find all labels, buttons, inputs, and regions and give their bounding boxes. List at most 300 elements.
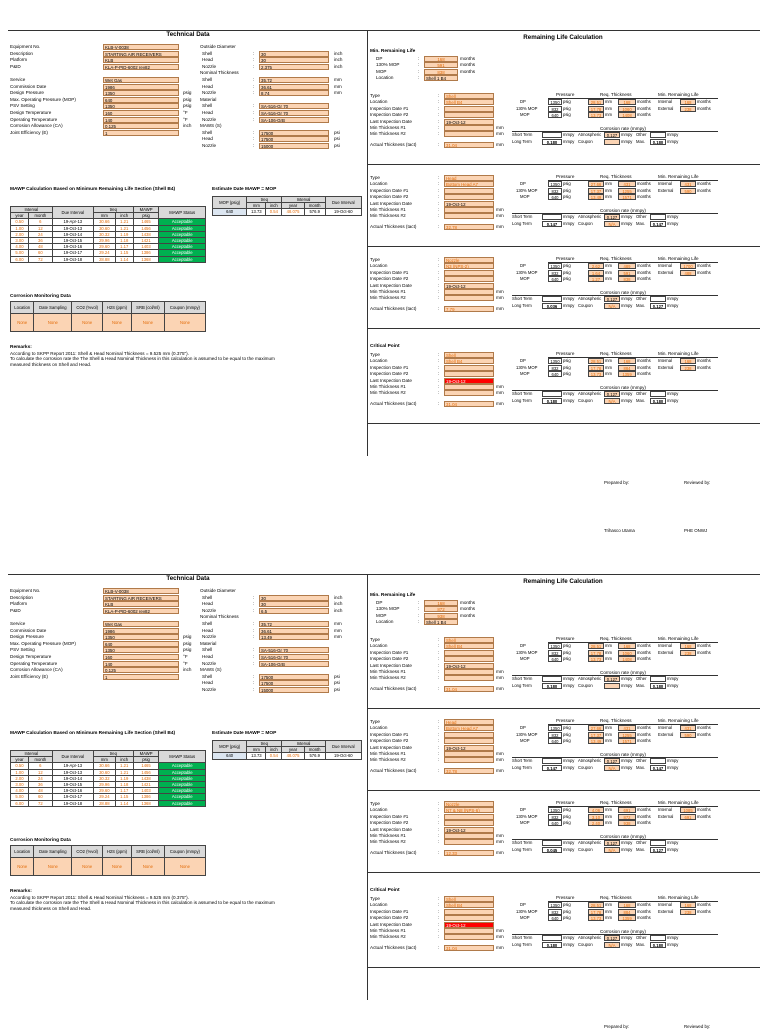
component-location-value: Shell B4 <box>444 643 494 649</box>
colon: : <box>253 607 255 613</box>
mawp-cell: 1.18 <box>115 238 133 244</box>
component-min1-label: Min Thickness #1 <box>370 669 406 674</box>
coupon-value <box>604 139 620 145</box>
colon: : <box>438 112 440 118</box>
unit-mmpy: mmpy <box>621 398 633 403</box>
unit-months: months <box>697 807 711 812</box>
corrosion-rate-row <box>512 214 678 220</box>
design-label: Shell <box>202 673 213 679</box>
design-label: Head <box>202 654 213 659</box>
component-insp2-value <box>444 738 494 744</box>
unit-mmpy: mmpy <box>563 683 575 688</box>
colon: : <box>253 654 255 659</box>
design-value: 30 <box>259 601 329 607</box>
design-value: 17500 <box>259 680 329 686</box>
location-value: Shell 1 B4 <box>424 75 458 81</box>
internal-value: 168 <box>680 643 696 649</box>
remaining-life-value: 168 <box>618 643 636 649</box>
mawp-cell: 19-Oct-18 <box>52 800 93 806</box>
component-type-label: Type <box>370 719 380 724</box>
unit-mmpy: mmpy <box>621 847 633 852</box>
min-life-label: 130% MOP <box>376 62 400 68</box>
internal-label: Internal <box>658 807 672 812</box>
component-insp1-label: Inspection Date #1 <box>370 813 409 819</box>
mawp-row <box>11 238 206 244</box>
design-value: 17500 <box>259 674 329 680</box>
min-life-label: MOP <box>376 68 387 74</box>
internal-label: Internal <box>658 725 672 730</box>
field-unit: °F <box>183 654 188 659</box>
header-due-interval: Due Interval <box>52 207 93 219</box>
corrosion-rate-row <box>512 303 678 309</box>
colon: : <box>418 612 420 618</box>
unit-mmpy: mmpy <box>667 758 679 763</box>
colon: : <box>438 757 440 763</box>
req-thickness-value: 2.40 <box>588 820 604 826</box>
colon: : <box>438 194 440 200</box>
short-term-value <box>542 676 562 682</box>
unit-months: months <box>637 187 651 193</box>
component-insp2-value <box>444 820 494 826</box>
unit-psig: psig <box>563 807 571 812</box>
estimate-table <box>212 740 362 760</box>
component-last-value: 19-Oct-12 <box>444 119 494 125</box>
field-value: 640 <box>103 641 179 647</box>
colon: : <box>253 647 255 653</box>
field-label: Equipment No. <box>10 44 41 49</box>
mawp-cell: 30.60 <box>93 225 115 231</box>
unit-mm: mm <box>496 390 504 396</box>
pressure-value: 640 <box>548 656 562 662</box>
design-unit: mm <box>334 77 342 82</box>
colon: : <box>438 649 440 655</box>
design-section-label: Nominal Thickness <box>200 70 239 76</box>
field-label: Platform <box>10 601 28 607</box>
colon: : <box>438 896 440 901</box>
external-label: External <box>658 649 674 655</box>
colon: : <box>253 77 255 82</box>
external-value: 238 <box>680 365 696 371</box>
unit-psig: psig <box>563 194 571 200</box>
unit-mm: mm <box>496 384 504 389</box>
pressure-row <box>516 263 711 269</box>
atmospheric-label: Atmospheric <box>578 840 602 845</box>
remaining-life-value: 1255 <box>618 188 636 194</box>
design-value: 17500 <box>259 136 329 142</box>
critical-point-title: Critical Point <box>370 888 400 893</box>
design-label: Head <box>202 110 213 115</box>
field-value: 160 <box>103 110 179 116</box>
header-due-interval: Due Interval <box>52 751 93 763</box>
field-value: 1350 <box>103 647 179 653</box>
unit-psig: psig <box>563 902 571 907</box>
colon: : <box>438 934 440 940</box>
req-thickness-header: Req. Thickness <box>600 174 632 179</box>
component-min2-label: Min Thickness #2 <box>370 131 406 137</box>
unit-months: months <box>637 902 651 907</box>
estimate-cell: 19-Oct-60 <box>325 753 361 759</box>
mawp-row <box>11 763 206 769</box>
mawp-cell: 1.19 <box>115 775 133 781</box>
unit-mmpy: mmpy <box>667 214 679 219</box>
design-value: 30 <box>259 595 329 601</box>
corrosion-rate-row <box>512 935 678 941</box>
unit-mm: mm <box>496 289 504 294</box>
header-treq: treq <box>93 751 133 757</box>
pressure-header: Pressure <box>556 895 575 900</box>
colon: : <box>438 662 440 668</box>
pressure-row <box>516 732 711 738</box>
pressure-header: Pressure <box>556 718 575 723</box>
colon: : <box>438 725 440 731</box>
design-value: 30 <box>259 51 329 57</box>
colon: : <box>418 619 420 624</box>
prepared-by-label: Prepared by: <box>604 480 630 485</box>
long-term-label: Long Term <box>512 139 532 144</box>
min-life-label: MOP <box>376 612 387 618</box>
coupon-label: Coupon <box>578 139 593 144</box>
corrosion-cell: None <box>164 858 205 876</box>
colon: : <box>253 50 255 56</box>
design-unit: psi <box>334 687 340 692</box>
pressure-row <box>516 112 658 118</box>
pressure-value: 640 <box>548 820 562 826</box>
corrosion-cell: None <box>34 314 72 332</box>
unit-months: months <box>697 181 711 186</box>
component-min1-label: Min Thickness #1 <box>370 125 406 130</box>
component-insp2-label: Inspection Date #2 <box>370 371 409 377</box>
pressure-value: 832 <box>548 270 562 276</box>
internal-value: 1700 <box>680 263 696 269</box>
header-mop: MOP (psig) <box>213 197 247 209</box>
component-actual-label: Actual Thickness (tact) <box>370 767 417 773</box>
pressure-row <box>516 738 658 744</box>
unit-mm: mm <box>605 813 612 819</box>
pressure-row <box>516 807 711 813</box>
pressure-value: 640 <box>548 371 562 377</box>
other-value <box>650 758 666 764</box>
colon: : <box>438 118 440 124</box>
req-thickness-value: 2.62 <box>588 263 604 269</box>
component-insp2-label: Inspection Date #2 <box>370 738 409 744</box>
mawp-cell: Acceptable <box>159 763 206 769</box>
design-value: 36.61 <box>259 628 329 634</box>
field-unit: °F <box>183 110 188 115</box>
corrosion-cell: None <box>103 314 132 332</box>
unit-psig: psig <box>563 181 571 186</box>
req-thickness-value: 13.49 <box>588 738 604 744</box>
unit-psig: psig <box>563 908 571 914</box>
unit-mm: mm <box>496 125 504 130</box>
mawp-cell: 19-Oct-15 <box>52 238 93 244</box>
colon: : <box>438 744 440 750</box>
field-label: Max. Operating Pressure (MOP) <box>10 640 76 646</box>
max-value: 0.180 <box>650 942 666 948</box>
header-mm: mm <box>247 203 266 209</box>
mawp-cell: 6 <box>29 219 53 225</box>
field-unit: psig <box>183 634 192 640</box>
pressure-value: 1350 <box>548 181 562 187</box>
req-thickness-value: 13.73 <box>588 915 604 921</box>
unit-months: months <box>697 731 711 737</box>
component-min2-value <box>444 390 494 396</box>
component-type-label: Type <box>370 637 380 642</box>
unit-mm: mm <box>605 181 612 186</box>
component-type-value: Shell <box>444 93 494 99</box>
atmospheric-label: Atmospheric <box>578 132 602 137</box>
field-value: Wet Gas <box>103 621 179 627</box>
unit-mmpy: mmpy <box>563 935 575 940</box>
header-inch: inch <box>266 203 282 209</box>
mawp-cell: 5.00 <box>11 250 29 256</box>
field-value: 0.125 <box>103 123 179 129</box>
min-life-unit: months <box>460 68 476 74</box>
component-insp1-value <box>444 365 494 371</box>
pressure-value: 640 <box>548 112 562 118</box>
design-value: SA-516-Gr 70 <box>259 103 329 109</box>
corrosion-rate-header: Corrosion rate (mmpy) <box>600 290 646 295</box>
component-actual-label: Actual Thickness (tact) <box>370 685 417 691</box>
unit-months: months <box>697 358 711 363</box>
req-thickness-value: 27.66 <box>588 181 604 187</box>
remaining-life-value: 938 <box>618 820 636 826</box>
design-label: Head <box>202 136 213 142</box>
min-life-unit: months <box>460 612 476 618</box>
corrosion-rate-row <box>512 840 678 846</box>
unit-mm: mm <box>496 751 504 756</box>
colon: : <box>253 594 255 600</box>
component-location-label: Location <box>370 181 388 187</box>
corrosion-cell: None <box>164 314 205 332</box>
unit-mmpy: mmpy <box>667 296 679 301</box>
min-remaining-life-title: Min. Remaining Life <box>370 49 416 54</box>
pressure-label: MOP <box>520 194 530 200</box>
header-mm: mm <box>247 747 266 753</box>
component-actual-label: Actual Thickness (tact) <box>370 400 417 406</box>
component-insp1-value <box>444 732 494 738</box>
field-value: 1986 <box>103 628 179 634</box>
unit-mmpy: mmpy <box>563 391 575 396</box>
component-min2-value <box>444 131 494 137</box>
design-value: SA-516-Gr 70 <box>259 654 329 660</box>
design-section-label: Material <box>200 96 217 102</box>
external-label: External <box>658 187 674 193</box>
field-value: 1350 <box>103 103 179 109</box>
mawp-cell: 6.00 <box>11 800 29 806</box>
design-value: 30 <box>259 57 329 63</box>
component-min2-label: Min Thickness #2 <box>370 390 406 396</box>
unit-mm: mm <box>605 731 612 737</box>
reviewed-by-label: Reviewed by: <box>684 480 711 485</box>
field-value: KLB <box>103 57 179 63</box>
component-min1-value <box>444 669 494 675</box>
max-label: Max. <box>636 139 646 144</box>
mawp-cell: 60 <box>29 794 53 800</box>
reviewer-name: PHE ONWJ <box>684 528 708 533</box>
sheet-divider <box>367 30 368 456</box>
component-last-label: Last Inspection Date <box>370 377 412 383</box>
external-label: External <box>658 731 674 737</box>
field-value: 0.125 <box>103 667 179 673</box>
component-min1-label: Min Thickness #1 <box>370 928 406 933</box>
long-term-label: Long Term <box>512 765 532 770</box>
colon: : <box>438 364 440 370</box>
colon: : <box>418 75 420 80</box>
colon: : <box>438 289 440 294</box>
pressure-row <box>516 106 711 112</box>
unit-mmpy: mmpy <box>621 683 633 688</box>
min-life-value: 168 <box>424 600 458 606</box>
short-term-label: Short Term <box>512 132 533 137</box>
pressure-label: MOP <box>520 112 530 118</box>
colon: : <box>438 207 440 212</box>
component-location-value: Bottom Head A7 <box>444 725 494 731</box>
unit-mm: mm <box>605 649 612 655</box>
colon: : <box>438 276 440 282</box>
unit-months: months <box>637 194 651 200</box>
block-divider <box>368 423 760 424</box>
component-type-label: Type <box>370 257 380 262</box>
field-value: KLB <box>103 601 179 607</box>
internal-label: Internal <box>658 902 672 907</box>
unit-months: months <box>637 731 651 737</box>
unit-months: months <box>637 725 651 730</box>
component-actual-label: Actual Thickness (tact) <box>370 944 417 950</box>
req-thickness-value: 1.64 <box>588 270 604 276</box>
field-label: P&ID <box>10 63 21 69</box>
component-insp2-label: Inspection Date #2 <box>370 276 409 282</box>
component-min2-value <box>444 295 494 301</box>
component-last-label: Last Inspection Date <box>370 200 412 206</box>
field-unit: psig <box>183 640 192 646</box>
component-insp1-label: Inspection Date #1 <box>370 269 409 275</box>
min-life-value: 168 <box>424 56 458 62</box>
header-month: month <box>304 747 325 753</box>
pressure-header: Pressure <box>556 92 575 97</box>
unit-psig: psig <box>563 263 571 268</box>
mawp-cell: Acceptable <box>159 794 206 800</box>
corrosion-cell: None <box>103 858 132 876</box>
unit-mm: mm <box>605 112 612 118</box>
pressure-row <box>516 902 711 908</box>
unit-psig: psig <box>563 738 571 744</box>
long-term-value: 0.045 <box>542 847 562 853</box>
estimate-cell: 640 <box>213 753 247 759</box>
unit-mmpy: mmpy <box>563 139 575 144</box>
corrosion-cell: None <box>131 314 164 332</box>
long-term-label: Long Term <box>512 303 532 308</box>
design-value: 6.5 <box>259 608 329 614</box>
long-term-value: 0.147 <box>542 221 562 227</box>
critical-point-title: Critical Point <box>370 344 400 349</box>
max-label: Max. <box>636 221 646 226</box>
mawp-cell: 1.21 <box>115 225 133 231</box>
colon: : <box>438 295 440 301</box>
mawp-cell: 1.21 <box>115 769 133 775</box>
component-location-label: Location <box>370 725 388 731</box>
unit-mmpy: mmpy <box>563 214 575 219</box>
component-location-label: Location <box>370 902 388 908</box>
colon: : <box>438 908 440 914</box>
colon: : <box>438 902 440 908</box>
design-section-label: Nominal Thickness <box>200 614 239 620</box>
min-life-value: 591 <box>424 62 458 68</box>
min-life-unit: months <box>460 600 476 605</box>
mawp-cell: Acceptable <box>159 775 206 781</box>
location-value: Shell 1 B4 <box>424 619 458 625</box>
unit-mmpy: mmpy <box>667 676 679 681</box>
corrosion-rate-row <box>512 296 678 302</box>
header-year: year <box>282 203 304 209</box>
design-label: Nozzle <box>202 634 217 640</box>
atmospheric-value: 0.127 <box>604 676 620 682</box>
pressure-row <box>516 915 658 921</box>
remaining-life-value: 489 <box>618 263 636 269</box>
mawp-cell: 29.96 <box>93 238 115 244</box>
unit-months: months <box>637 181 651 186</box>
mawp-cell: 29.24 <box>93 794 115 800</box>
remaining-life-value: 1060 <box>618 106 636 112</box>
estimate-row <box>213 209 362 215</box>
atmospheric-label: Atmospheric <box>578 935 602 940</box>
component-type-label: Type <box>370 801 380 806</box>
unit-mm: mm <box>605 99 612 104</box>
design-label: Shell <box>202 621 213 626</box>
atmospheric-label: Atmospheric <box>578 676 602 681</box>
colon: : <box>418 56 420 61</box>
mawp-cell: 1.18 <box>115 782 133 788</box>
pressure-value: 640 <box>548 738 562 744</box>
req-thickness-value: 3.10 <box>588 814 604 820</box>
component-last-value: 19-Oct-12 <box>444 283 494 289</box>
header-mawp-status: MAWP Status <box>159 751 206 763</box>
colon: : <box>438 738 440 744</box>
component-actual-label: Actual Thickness (tact) <box>370 141 417 147</box>
short-term-label: Short Term <box>512 935 533 940</box>
short-term-value <box>542 758 562 764</box>
colon: : <box>438 384 440 389</box>
remaining-life-value: 1408 <box>618 112 636 118</box>
unit-months: months <box>637 813 651 819</box>
header-month: month <box>29 757 53 763</box>
mawp-cell: Acceptable <box>159 250 206 256</box>
mawp-cell: 1.00 <box>11 225 29 231</box>
coupon-label: Coupon <box>578 398 593 403</box>
remaining-life-value: 872 <box>618 814 636 820</box>
long-term-value: 0.180 <box>542 942 562 948</box>
unit-mm: mm <box>605 105 612 111</box>
design-value: SA-106-GrB <box>259 117 329 123</box>
reviewed-by-label: Reviewed by: <box>684 1024 711 1029</box>
colon: : <box>438 377 440 383</box>
atmospheric-value: 0.127 <box>604 132 620 138</box>
pressure-row <box>516 814 711 820</box>
design-label: Nozzle <box>202 116 217 122</box>
unit-mm: mm <box>605 820 612 826</box>
corrosion-header-row <box>11 302 206 314</box>
field-unit: inch <box>183 667 192 673</box>
pressure-value: 640 <box>548 276 562 282</box>
field-label: Platform <box>10 57 28 63</box>
colon: : <box>438 928 440 933</box>
mawp-cell: 1.21 <box>115 763 133 769</box>
colon: : <box>253 57 255 63</box>
corrosion-header: CO2 (%vol) <box>72 846 103 858</box>
mawp-cell: 19-Oct-18 <box>52 256 93 262</box>
component-location-value: Shell B4 <box>444 99 494 105</box>
corrosion-rate-row <box>512 139 678 145</box>
design-value: 2.375 <box>259 64 329 70</box>
